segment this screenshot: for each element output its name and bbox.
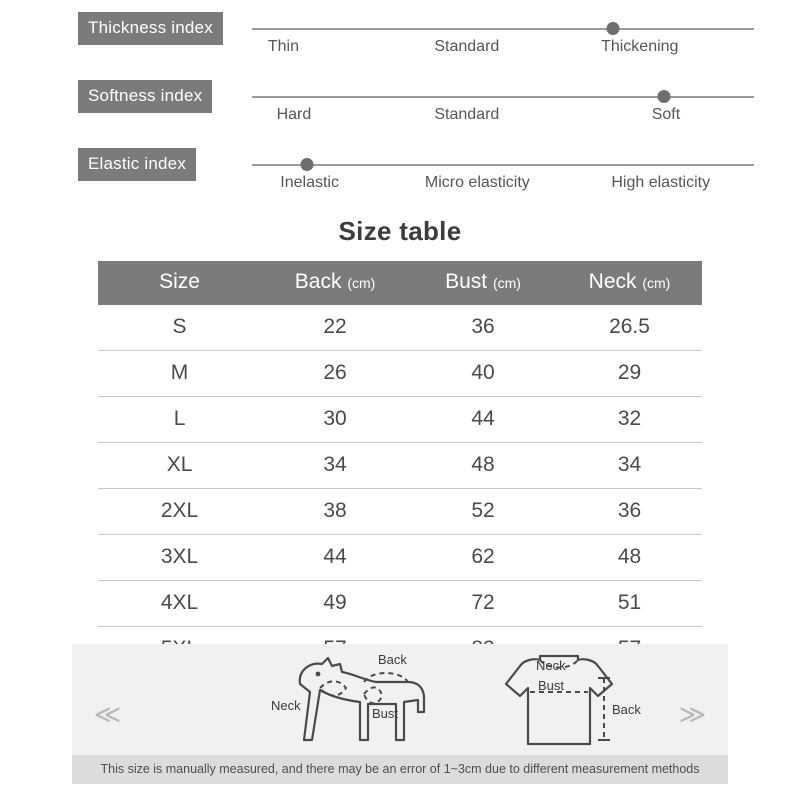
table-row <box>98 443 702 489</box>
header-text: Size <box>159 270 200 293</box>
cell-size: S <box>98 305 261 351</box>
header-unit: (cm) <box>347 275 376 291</box>
tick-label: Thin <box>267 38 299 55</box>
index-row-elastic <box>0 142 800 210</box>
index-label-softness: Softness index <box>78 80 212 113</box>
carousel-next-arrow-icon[interactable]: ≫ <box>678 699 706 729</box>
cell-bust: 48 <box>409 443 557 489</box>
cell-neck: 48 <box>557 535 702 581</box>
cell-size: 2XL <box>98 489 261 535</box>
table-row <box>98 581 702 627</box>
tick-label: Soft <box>651 106 681 123</box>
tick-label: High elasticity <box>611 174 711 191</box>
cell-back: 22 <box>261 305 409 351</box>
header-text: Neck <box>588 270 637 293</box>
thickness-slider-thumb[interactable] <box>607 22 620 35</box>
cell-neck: 34 <box>557 443 702 489</box>
column-header-size <box>98 261 261 305</box>
dog-measurement-diagram-icon <box>268 648 458 758</box>
thickness-tick-labels <box>252 38 776 60</box>
tick-label: Standard <box>434 106 500 123</box>
cell-neck: 32 <box>557 397 702 443</box>
cell-size: M <box>98 351 261 397</box>
header-unit: (cm) <box>642 275 671 291</box>
column-header-neck <box>557 261 702 305</box>
softness-slider-track[interactable] <box>252 96 754 98</box>
measurement-illustration-panel <box>72 644 728 784</box>
tick-label: Thickening <box>601 38 679 55</box>
shirt-label-back: Back <box>612 702 641 717</box>
thickness-slider-track[interactable] <box>252 28 754 30</box>
cell-neck: 26.5 <box>557 305 702 351</box>
tick-label: Hard <box>276 106 312 123</box>
index-label-elastic: Elastic index <box>78 148 196 181</box>
cell-bust: 62 <box>409 535 557 581</box>
table-row <box>98 489 702 535</box>
cell-neck: 51 <box>557 581 702 627</box>
shirt-label-neck: Neck <box>536 658 566 673</box>
dog-label-neck: Neck <box>271 698 301 713</box>
header-unit: (cm) <box>492 275 521 291</box>
index-label-thickness: Thickness index <box>78 12 223 45</box>
index-section <box>0 0 800 210</box>
size-table <box>98 261 702 673</box>
cell-back: 30 <box>261 397 409 443</box>
cell-size: L <box>98 397 261 443</box>
carousel-prev-arrow-icon[interactable]: ≪ <box>94 699 122 729</box>
column-header-bust <box>409 261 557 305</box>
shirt-label-bust: Bust <box>538 678 565 693</box>
dog-label-back: Back <box>378 652 407 667</box>
table-row <box>98 535 702 581</box>
cell-size: 3XL <box>98 535 261 581</box>
cell-bust: 44 <box>409 397 557 443</box>
cell-back: 49 <box>261 581 409 627</box>
cell-neck: 36 <box>557 489 702 535</box>
table-row <box>98 305 702 351</box>
softness-tick-labels <box>252 106 776 128</box>
cell-back: 34 <box>261 443 409 489</box>
index-row-thickness <box>0 6 800 74</box>
cell-bust: 40 <box>409 351 557 397</box>
cell-size: 4XL <box>98 581 261 627</box>
measurement-note: This size is manually measured, and there may be an error of 1~3cm due to different measurement methods <box>72 755 728 784</box>
table-header-row <box>98 261 702 305</box>
tick-label: Standard <box>434 38 500 55</box>
header-text: Bust <box>445 270 488 293</box>
elastic-slider-track[interactable] <box>252 164 754 166</box>
softness-slider-thumb[interactable] <box>657 90 670 103</box>
table-row <box>98 397 702 443</box>
cell-back: 44 <box>261 535 409 581</box>
shirt-measurement-diagram-icon <box>482 648 642 758</box>
cell-back: 38 <box>261 489 409 535</box>
dog-label-bust: Bust <box>372 706 399 721</box>
elastic-slider-thumb[interactable] <box>301 158 314 171</box>
size-table-title: Size table <box>338 216 462 246</box>
cell-back: 26 <box>261 351 409 397</box>
cell-bust: 72 <box>409 581 557 627</box>
cell-bust: 36 <box>409 305 557 351</box>
tick-label: Inelastic <box>280 174 339 191</box>
table-row <box>98 351 702 397</box>
cell-neck: 29 <box>557 351 702 397</box>
header-text: Back <box>294 270 342 293</box>
column-header-back <box>261 261 409 305</box>
cell-size: XL <box>98 443 261 489</box>
elastic-tick-labels <box>252 174 776 196</box>
size-table-body <box>98 305 702 673</box>
tick-label: Micro elasticity <box>424 174 530 191</box>
cell-bust: 52 <box>409 489 557 535</box>
index-row-softness <box>0 74 800 142</box>
